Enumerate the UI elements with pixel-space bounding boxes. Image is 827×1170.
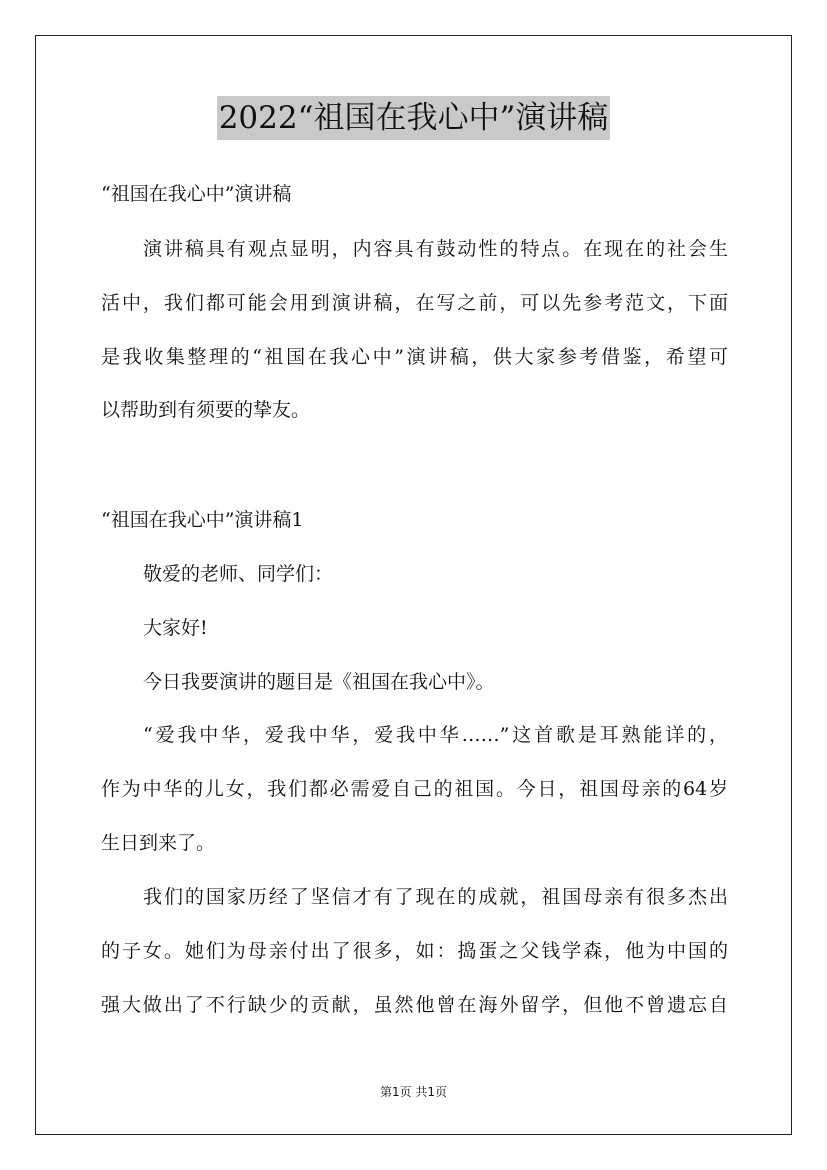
- intro-line-2: 活中，我们都可能会用到演讲稿，在写之前，可以先参考范文，下面: [101, 292, 728, 314]
- intro-line-4: 以帮助到有须要的挚友。: [101, 399, 311, 421]
- intro-line-3: 是我收集整理的“祖国在我心中”演讲稿，供大家参考借鉴，希望可: [101, 346, 728, 368]
- document-title: 2022“祖国在我心中”演讲稿: [217, 96, 611, 140]
- page-footer: 第1页 共1页: [379, 1085, 448, 1099]
- section-heading: “祖国在我心中”演讲稿1: [101, 509, 304, 531]
- document-subtitle: “祖国在我心中”演讲稿: [101, 183, 292, 205]
- title-container: [0, 96, 827, 140]
- greeting: 大家好!: [143, 617, 208, 639]
- topic-line: 今日我要演讲的题目是《祖国在我心中》。: [143, 671, 495, 693]
- para1-line-3: 生日到来了。: [101, 832, 216, 854]
- para1-line-1: “爱我中华，爱我中华，爱我中华……”这首歌是耳熟能详的，: [143, 724, 728, 746]
- para1-line-2: 作为中华的儿女，我们都必需爱自己的祖国。今日，祖国母亲的64岁: [101, 778, 728, 800]
- intro-line-1: 演讲稿具有观点显明，内容具有鼓动性的特点。在现在的社会生: [143, 238, 728, 260]
- para2-line-3: 强大做出了不行缺少的贡献，虽然他曾在海外留学，但他不曾遗忘自: [101, 994, 728, 1016]
- para2-line-1: 我们的国家历经了坚信才有了现在的成就，祖国母亲有很多杰出: [143, 886, 728, 908]
- salutation: 敬爱的老师、同学们：: [143, 563, 334, 585]
- para2-line-2: 的子女。她们为母亲付出了很多，如：捣蛋之父钱学森，他为中国的: [101, 940, 728, 962]
